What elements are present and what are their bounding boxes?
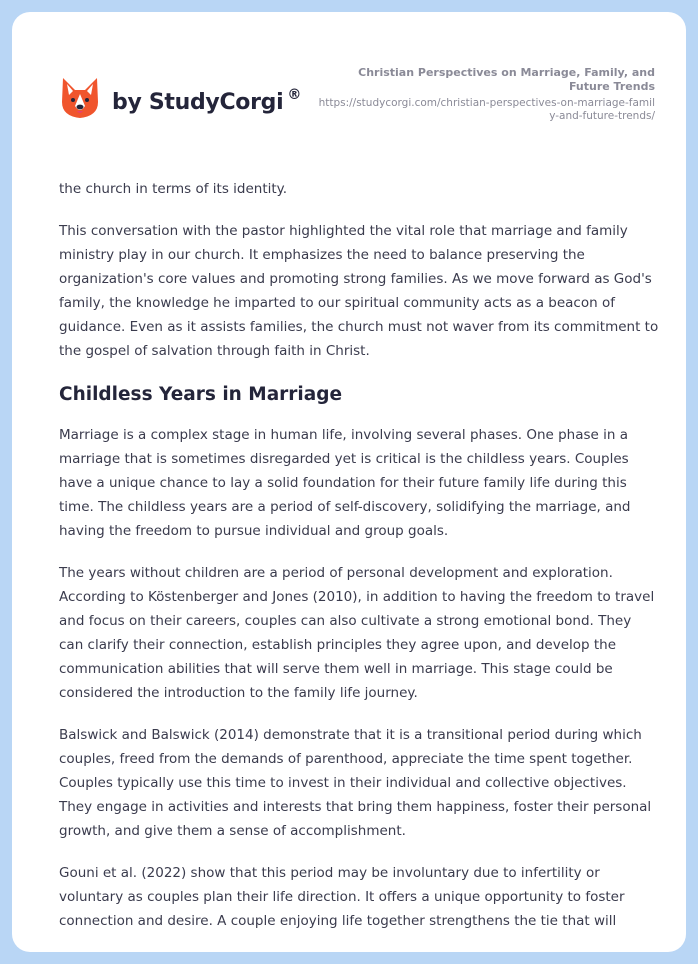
paragraph: The years without children are a period of personal development and exploration. According to Köstenberger and Jones (2010), in addition to having the freedom to travel and focus on their careers, couples can also cultivate a strong emotional bond. They can clarify their connection, establish principles they agree upon, and develop the communication abilities that will serve them well in marriage. This stage could be considered the introduction to the family life journey. [59, 565, 655, 701]
section-heading: Childless Years in Marriage [59, 384, 343, 405]
document-page [12, 12, 686, 952]
corgi-icon [60, 76, 100, 120]
brand-name: by StudyCorgi ® [112, 87, 302, 115]
article-body [59, 177, 659, 951]
page-header [12, 12, 686, 162]
paragraph: Gouni et al. (2022) show that this period may be involuntary due to infertility or voluntary as couples plan their life direction. It offers a unique opportunity to foster connection and desire. A couple enjoying life together strengthens the tie that will [59, 865, 625, 929]
document-meta [315, 66, 655, 123]
paragraph: the church in terms of its identity. [59, 181, 288, 197]
registered-mark: ® [287, 87, 302, 103]
paragraph: Marriage is a complex stage in human life, involving several phases. One phase in a marriage that is sometimes disregarded yet is critical is the childless years. Couples have a unique chance to lay a solid foundation for their future family life during this time. The childless years are a period of self-discovery, solidifying the marriage, and having the freedom to pursue individual and group goals. [59, 427, 631, 539]
document-title: Christian Perspectives on Marriage, Family, and Future Trends [358, 66, 655, 93]
studycorgi-logo[interactable] [60, 76, 301, 120]
paragraph: This conversation with the pastor highlighted the vital role that marriage and family ministry play in our church. It emphasizes the need to balance preserving the organization's core values and promoting strong families. As we move forward as God's family, the knowledge he imparted to our spiritual community acts as a beacon of guidance. Even as it assists families, the church must not waver from its commitment to the gospel of salvation through faith in Christ. [59, 223, 659, 359]
document-url[interactable]: https://studycorgi.com/christian-perspectives-on-marriage-family-and-future-trends/ [318, 97, 655, 122]
paragraph: Balswick and Balswick (2014) demonstrate that it is a transitional period during which couples, freed from the demands of parenthood, appreciate the time spent together. Couples typically use this time to invest in their individual and collective objectives. They engage in activities and interests that bring them happiness, foster their personal growth, and give them a sense of accomplishment. [59, 727, 652, 839]
